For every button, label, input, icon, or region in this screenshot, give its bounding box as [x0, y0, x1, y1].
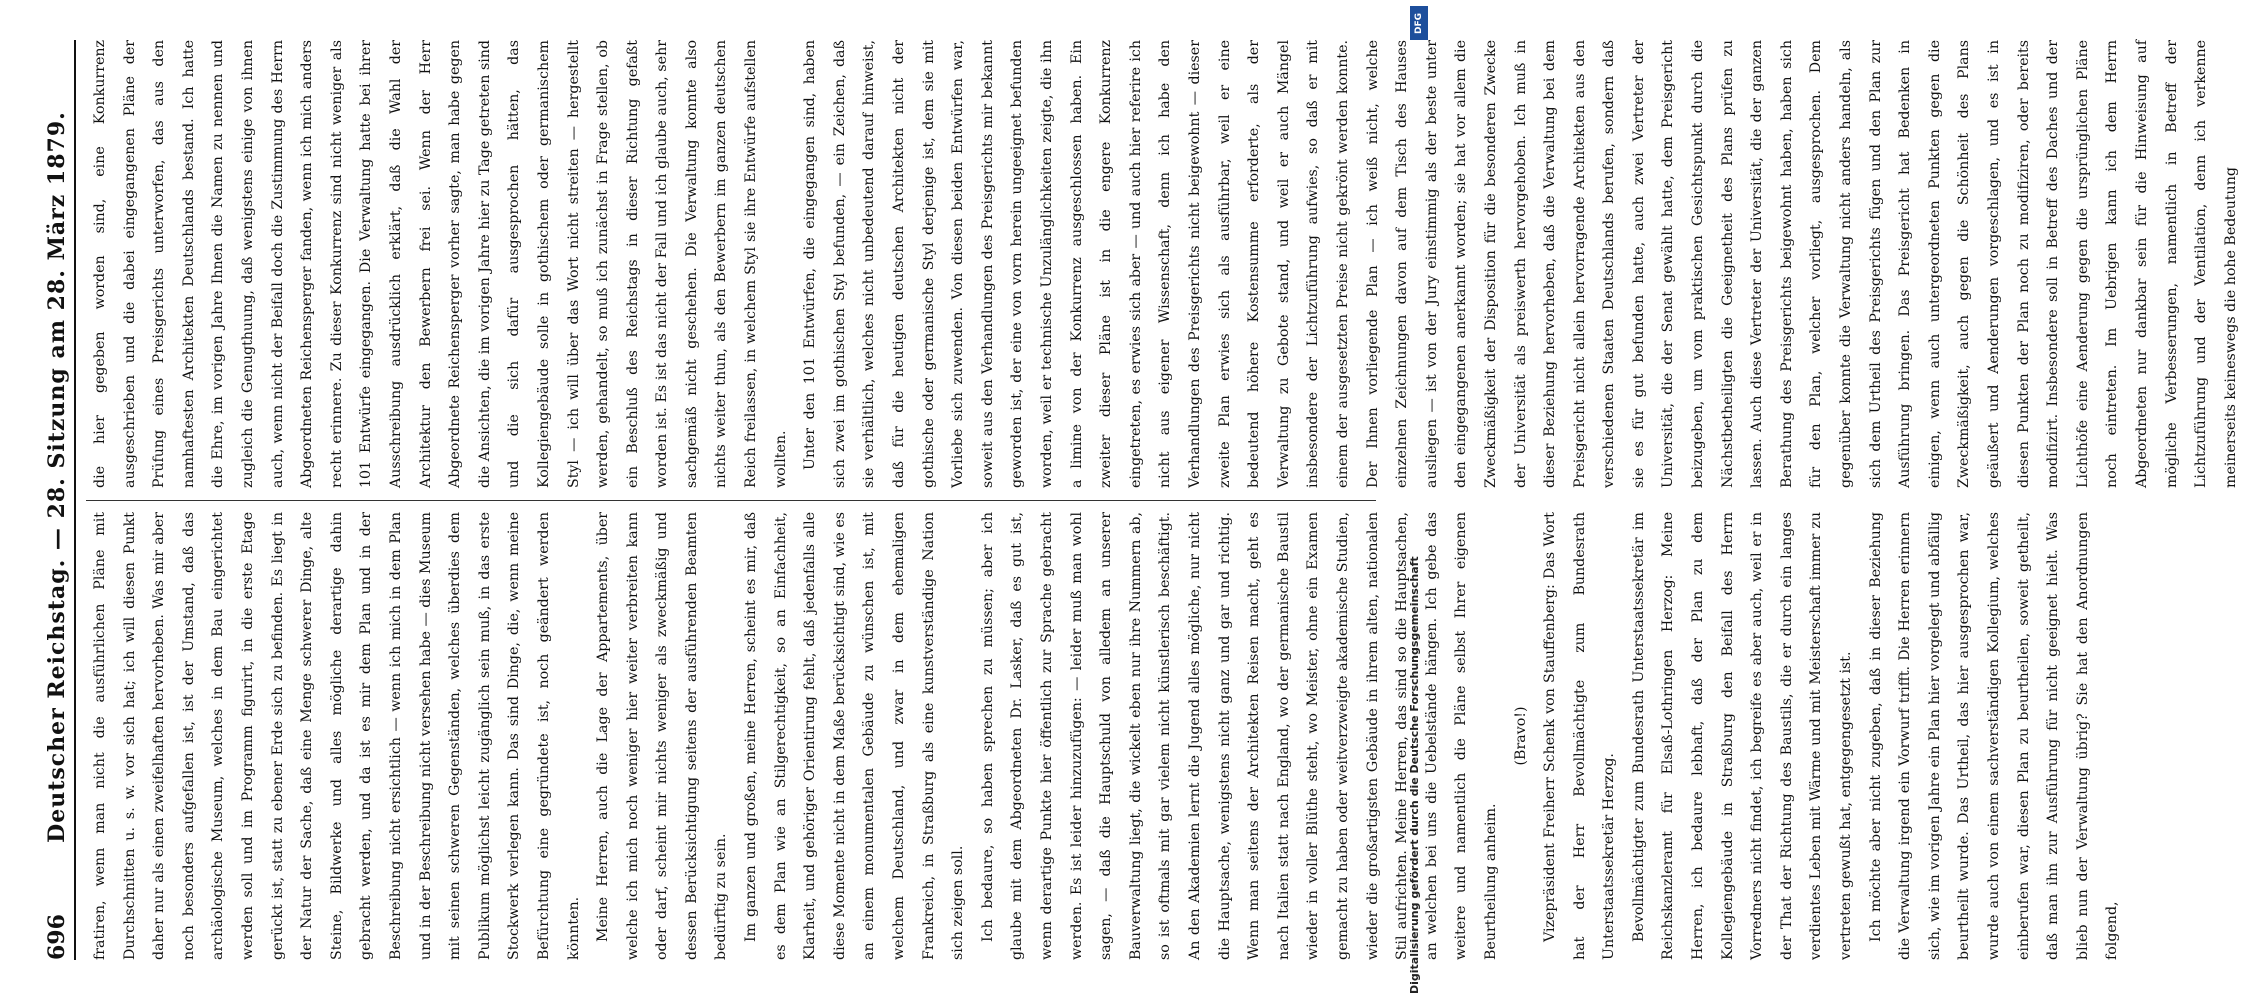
dfg-logo: DFG	[1410, 6, 1428, 40]
paragraph: Ich bedaure, so haben sprechen zu müssen; aber ich glaube mit dem Abgeordneten Dr. Lasker, daß es gut ist, wenn derartige Punkte hier öffentlich zur Sprache gebracht werden. Es ist leider hinzuzufügen: — leider muß man wohl sagen, — daß die Hauptschuld von alledem an unserer Bauverwaltung liegt, die wickelt eben nur ihre Nummern ab, so ist oftmals mit gar vielem nicht künstlerisch beschäftigt. An den Akademien lernt die Jugend alles mögliche, nur nicht die Hauptsache, wenigstens nicht ganz und gar und richtig. Wenn man seitens der Architekten Reisen macht, geht es nach Italien statt nach England, wo der germanische Baustil wieder in voller Blüthe steht, wo Meister, ohne ein Examen gemacht zu haben oder weitverzweigte akademische Studien, wieder die großartigsten Gebäude in ihrem alten, nationalen Stil aufrichten. Meine Herren, das sind so die Hauptsachen, an welchen bei uns die Uebelstände hängen. Ich gebe das weitere und namentlich die Pläne selbst Ihrer eigenen Beurtheilung anheim.	[979, 512, 1499, 960]
applause-note: (Bravo!)	[1512, 706, 1529, 766]
paragraph: Bevollmächtigter zum Bundesrath Unterstaatssekretär im Reichskanzleramt für Elsaß-Lothringen Herzog: Meine Herren, ich bedaure lebhaft, daß der Plan zu dem Kollegiengebäude in Straßburg den Beifall des Herrn Vorredners nicht findet, ich begreife es aber auch, weil er in der That der Richtung des Baustils, die er durch ein langes verdientes Leben mit Wärme und mit Meisterschaft immer zu vertreten gewußt hat, entgegengesetzt ist.	[1630, 512, 1855, 960]
digitization-credit	[1408, 4, 1426, 994]
paragraph: die hier gegeben worden sind, eine Konkurrenz ausgeschrieben und die dabei eingegangenen Pläne der Prüfung eines Preisgerichts unterworfen, das aus den namhaftesten Architekten Deutschlands bestand. Ich hatte die Ehre, im vorigen Jahre Ihnen die Namen zu nennen und zugleich die Genugthuung, daß wenigstens einige von ihnen auch, wenn nicht der Beifall doch die Zustimmung des Herrn Abgeordneten Reichensperger fanden, wenn ich mich anders recht erinnere. Zu dieser Konkurrenz sind nicht weniger als 101 Entwürfe eingegangen. Die Verwaltung hatte bei ihrer Ausschreibung ausdrücklich erklärt, daß die Wahl der Architektur den Bewerbern frei sei. Wenn der Herr Abgeordnete Reichensperger vorher sagte, man habe gegen die Ansichten, die im vorigen Jahre hier zu Tage getreten sind und die sich dafür ausgesprochen hätten, das Kollegiengebäude solle in gothischem oder germanischem Styl — ich will über das Wort nicht streiten — hergestellt werden, gehandelt, so muß ich zunächst in Frage stellen, ob ein Beschluß des Reichstags in dieser Richtung gefaßt worden ist. Es ist das nicht der Fall und ich glaube auch, sehr sachgemäß nicht geschehen. Die Verwaltung konnte also nichts weiter thun, als den Bewerbern im ganzen deutschen Reich freilassen, in welchem Styl sie ihre Entwürfe aufstellen wollten.	[92, 40, 789, 488]
speaker-intro: Vizepräsident Freiherr Schenk von Stauffenberg: Das Wort hat der Herr Bevollmächtigte zum Bundesrath Unterstaatssekretär Herzog.	[1542, 512, 1618, 960]
text-column-right	[86, 40, 2239, 488]
paragraph: Unter den 101 Entwürfen, die eingegangen sind, haben sich zwei im gothischen Styl befunden, — ein Zeichen, daß sie verhältlich, welches nicht unbedeutend darauf hinweist, daß für die heutigen deutschen Architekten nicht der gothische oder germanische Styl derjenige ist, dem sie mit Vorliebe sich zuwenden. Von diesen beiden Entwürfen war, soweit aus den Verhandlungen des Preisgerichts mir bekannt geworden ist, der eine von vorn herein ungeeignet befunden worden, weil er technische Unzulänglichkeiten zeigte, die ihn a limine von der Konkurrenz ausgeschlossen haben. Ein zweiter dieser Pläne ist in die engere Konkurrenz eingetreten, es erwies sich aber — und auch hier referire ich nicht aus eigener Wissenschaft, denn ich habe den Verhandlungen des Preisgerichts nicht beigewohnt — dieser zweite Plan erwies sich als ausführbar, weil er eine bedeutend höhere Kostensumme erforderte, als der Verwaltung zu Gebote stand, und weil er auch Mängel insbesondere der Lichtzuführung aufwies, so daß er mit einem der ausgesetzten Preise nicht gekrönt werden konnte. Der Ihnen vorliegende Plan — ich weiß nicht, welche einzelnen Zeichnungen davon auf dem Tisch des Hauses ausliegen — ist von der Jury einstimmig als der beste unter den eingegangenen anerkannt worden; sie hat vor allem die Zweckmäßigkeit der Disposition für die besonderen Zwecke der Universität als preiswerth hervorgehoben. Ich muß in dieser Beziehung hervorheben, daß die Verwaltung bei dem Preisgericht nicht allein hervorragende Architekten aus den verschiedenen Staaten Deutschlands berufen, sondern daß sie es für gut befunden hatte, auch zwei Vertreter der Universität, die der Senat gewählt hatte, dem Preisgericht beizugeben, um vom praktischen Gesichtspunkt durch die Nächstbetheiligten die Geeignetheit des Plans prüfen zu lassen. Auch diese Vertreter der Universität, die der ganzen Berathung des Preisgerichts beigewohnt haben, haben sich für den Plan, welcher vorliegt, ausgesprochen. Dem gegenüber konnte die Verwaltung nicht anders handeln, als sich dem Urtheil des Preisgerichts fügen und den Plan zur Ausführung bringen. Das Preisgericht hat Bedenken in einigen, wenn auch untergeordneten Punkten gegen die Zweckmäßigkeit, auch gegen die Schönheit des Plans geäußert und Aenderungen vorgeschlagen, und es ist in diesen Punkten der Plan noch zu modifiziren, oder bereits modifizirt. Insbesondere soll in Betreff des Daches und der Lichthöfe eine Aenderung gegen die ursprünglichen Pläne noch eintreten. Im Uebrigen kann ich dem Herrn Abgeordneten nur dankbar sein für die Hinweisung auf mögliche Verbesserungen, namentlich in Betreff der Lichtzuführung und der Ventilation, denn ich verkenne meinerseits keineswegs die hohe Bedeutung	[802, 40, 2239, 488]
attribution-text: Digitalisierung gefördert durch die Deutsche Forschungsgemeinschaft	[1408, 556, 1421, 994]
paragraph: fratiren, wenn man nicht die ausführlichen Pläne mit Durchschnitten u. s. w. vor sich hat; ich will diesen Punkt daher nur als einen zweifelhaften hervorheben. Was mir aber noch besonders aufgefallen ist, ist der Umstand, daß das archäologische Museum, welches in dem Bau eingerichtet werden soll und im Programm figurirt, in die erste Etage gerückt ist, statt zu ebener Erde sich zu befinden. Es liegt in der Natur der Sache, daß eine Menge schwerer Dinge, alte Steine, Bildwerke und alles mögliche derartige dahin gebracht werden, und da ist es mir dem Plan und in der Beschreibung nicht ersichtlich — wenn ich mich in dem Plan und in der Beschreibung nicht versehen habe — dies Museum mit seinen schweren Gegenständen, welches überdies dem Publikum möglichst leicht zugänglich sein muß, in das erste Stockwerk verlegen kann. Das sind Dinge, die, wenn meine Befürchtung eine gegründete ist, noch geändert werden könnten.	[92, 512, 582, 960]
paragraph: Im ganzen und großen, meine Herren, scheint es mir, daß es dem Plan wie an Stilgerechtigkeit, so an Einfachheit, Klarheit, und gehöriger Orientirung fehlt, daß jedenfalls alle diese Momente nicht in dem Maße berücksichtigt sind, wie es an einem monumentalen Gebäude zu wünschen ist, mit welchem Deutschland, und zwar in dem ehemaligen Frankreich, in Straßburg als eine kunstverständige Nation sich zeigen soll.	[743, 512, 967, 960]
paragraph: Meine Herren, auch die Lage der Appartements, über welche ich mich noch weniger hier weiter verbreiten kann oder darf, scheint mir nichts weniger als zweckmäßig und dessen Berücksichtigung seitens der ausführenden Beamten bedürftig zu sein.	[595, 512, 730, 960]
page-number: 696	[44, 914, 70, 960]
page-header	[32, 40, 76, 960]
page-title: Deutscher Reichstag. — 28. Sitzung am 28. März 1879.	[44, 111, 70, 843]
paragraph: Ich möchte aber nicht zugeben, daß in dieser Beziehung die Verwaltung irgend ein Vorwurf trifft. Die Herren erinnern sich, wie im vorigen Jahre ein Plan hier vorgelegt und abfällig beurtheilt wurde. Das Urtheil, das hier ausgesprochen war, wurde auch von einem sachverständigen Kollegium, welches einberufen war, diesen Plan zu beurtheilen, soweit getheilt, daß man ihn zur Ausführung für nicht geeignet hielt. Was blieb nun der Verwaltung übrig? Sie hat den Anordnungen folgend,	[1867, 512, 2121, 960]
column-divider	[86, 500, 1376, 501]
